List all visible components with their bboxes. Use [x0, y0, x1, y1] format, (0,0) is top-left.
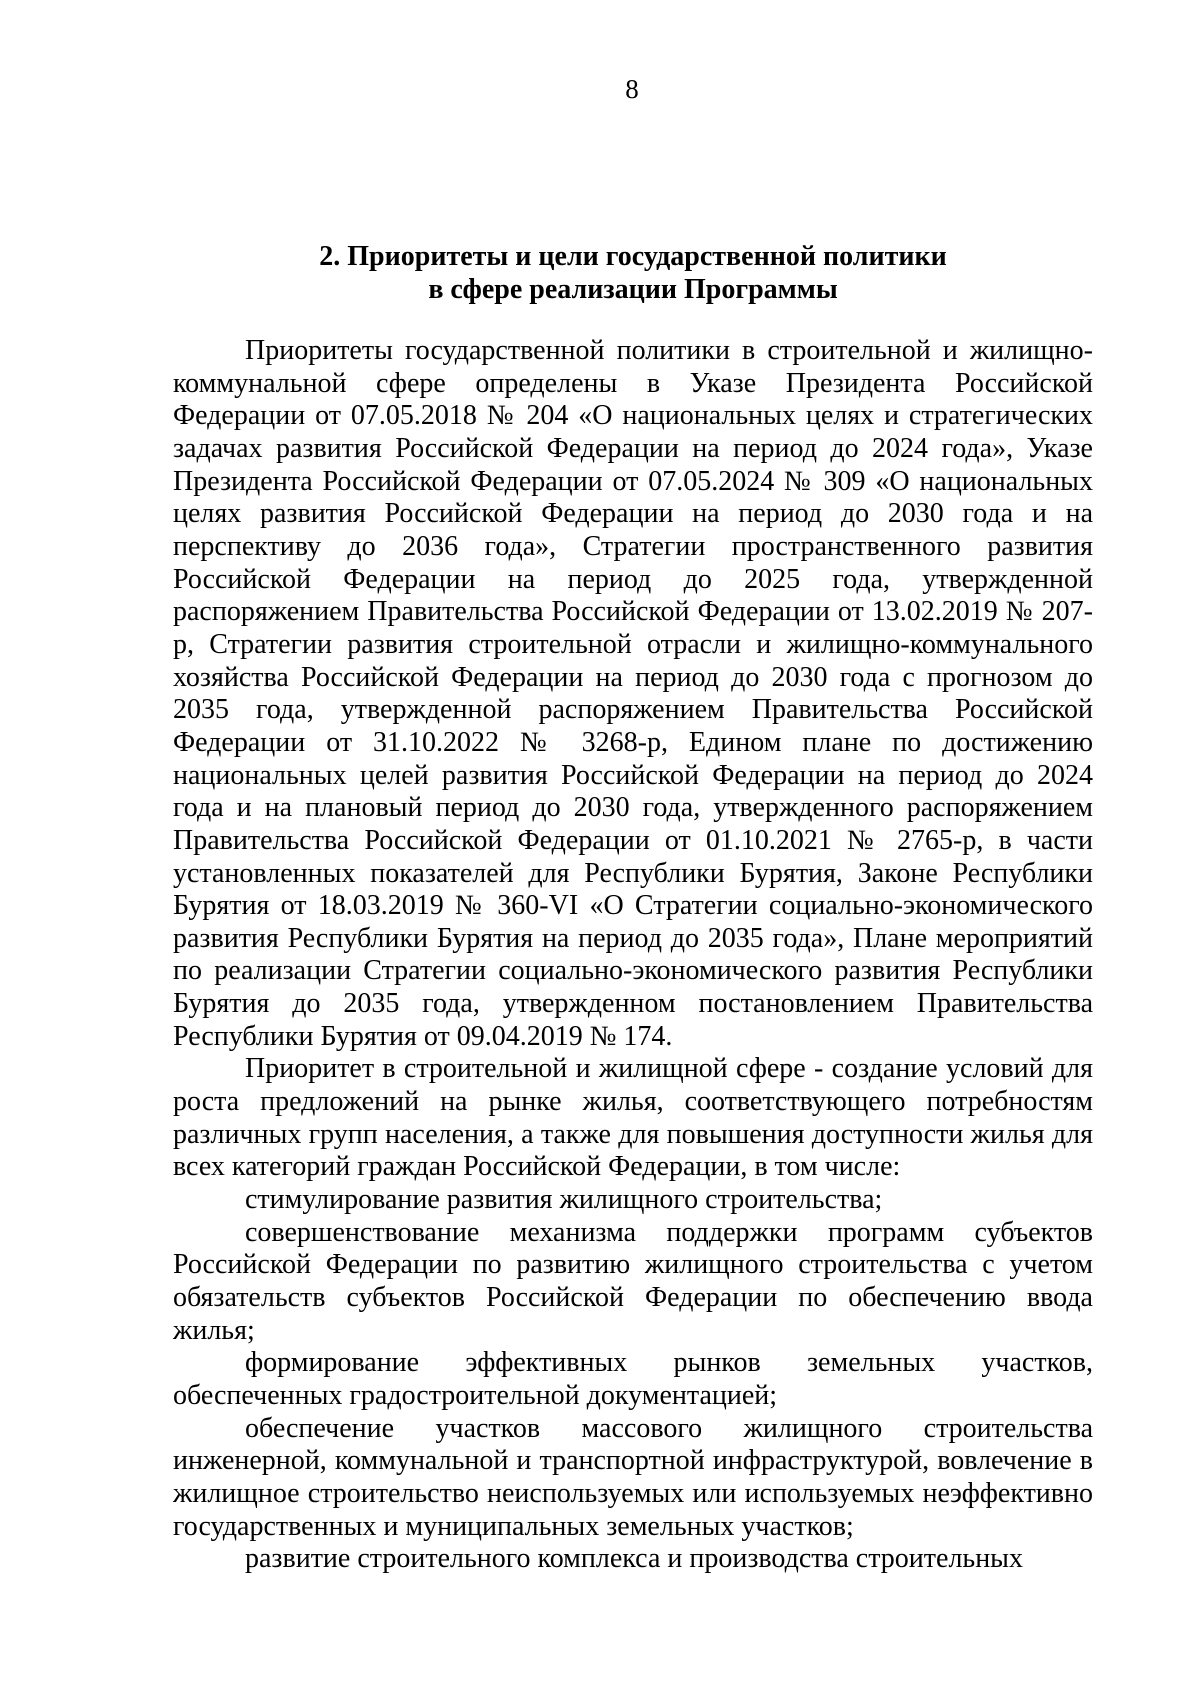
- section-heading-line-1: 2. Приоритеты и цели государственной политики: [319, 241, 947, 272]
- paragraph-priority-housing: Приоритет в строительной и жилищной сфере - создание условий для роста предложений на рынке жилья, соответствующего потребностям различных групп населения, а также для повышения доступности жилья для всех категорий граждан Российской Федерации, в том числе:: [173, 1053, 1093, 1183]
- list-item-support-mechanism: совершенствование механизма поддержки программ субъектов Российской Федерации по развитию жилищного строительства с учетом обязательств субъектов Российской Федерации по обеспечению ввода жилья;: [173, 1216, 1093, 1346]
- list-item-stimulation: стимулирование развития жилищного строительства;: [245, 1184, 883, 1216]
- section-heading-line-2: в сфере реализации Программы: [428, 274, 838, 305]
- list-item-construction-complex: развитие строительного комплекса и производства строительных: [245, 1543, 1023, 1575]
- body-text: [173, 335, 1093, 1576]
- list-item-infrastructure: обеспечение участков массового жилищного строительства инженерной, коммунальной и транспортной инфраструктурой, вовлечение в жилищное строительство неиспользуемых или используемых неэффективно государственных и муниципальных земельных участков;: [173, 1412, 1093, 1542]
- section-heading: [173, 240, 1093, 306]
- paragraph-priorities-legal-basis: Приоритеты государственной политики в строительной и жилищно-коммунальной сфере определены в Указе Президента Российской Федерации от 07.05.2018 № 204 «О национальных целях и стратегических задачах развития Российской Федерации на период до 2024 года», Указе Президента Российской Федерации от 07.05.2024 № 309 «О национальных целях развития Российской Федерации на период до 2030 года и на перспективу до 2036 года», Стратегии пространственного развития Российской Федерации на период до 2025 года, утвержденной распоряжением Правительства Российской Федерации от 13.02.2019 № 207-р, Стратегии развития строительной отрасли и жилищно-коммунального хозяйства Российской Федерации на период до 2030 года с прогнозом до 2035 года, утвержденной распоряжением Правительства Российской Федерации от 31.10.2022 № 3268-р, Едином плане по достижению национальных целей развития Российской Федерации на период до 2024 года и на плановый период до 2030 года, утвержденного распоряжением Правительства Российской Федерации от 01.10.2021 № 2765-р, в части установленных показателей для Республики Бурятия, Законе Республики Бурятия от 18.03.2019 № 360-VI «О Стратегии социально-экономического развития Республики Бурятия на период до 2035 года», Плане мероприятий по реализации Стратегии социально-экономического развития Республики Бурятия до 2035 года, утвержденном постановлением Правительства Республики Бурятия от 09.04.2019 № 174.: [173, 335, 1093, 1052]
- page-number: 8: [625, 74, 639, 104]
- list-item-land-markets: формирование эффективных рынков земельных участков, обеспеченных градостроительной документацией;: [173, 1347, 1093, 1411]
